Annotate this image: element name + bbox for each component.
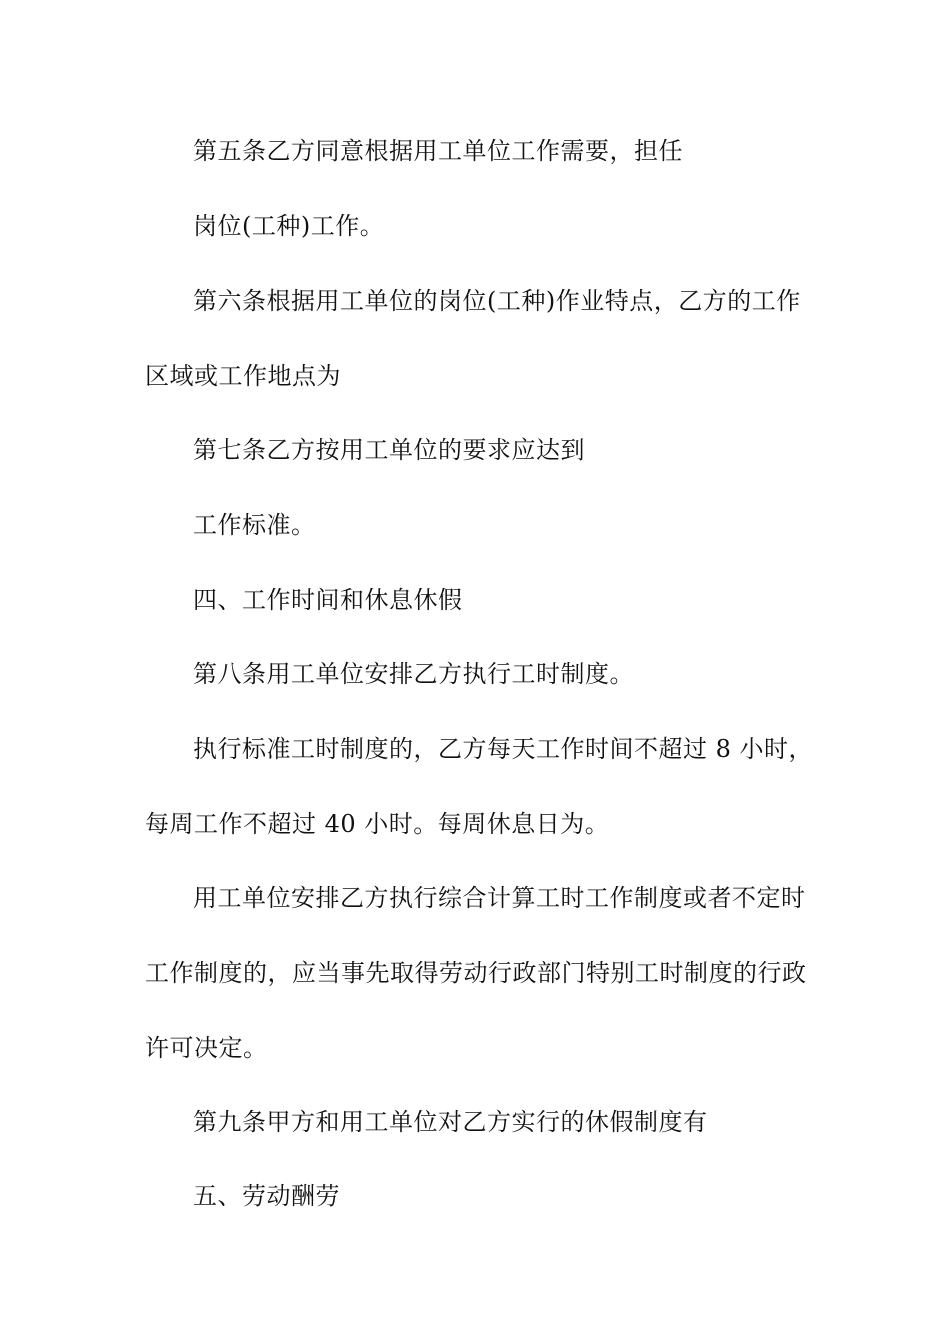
paragraph-line: 区域或工作地点为 [145,362,341,390]
paragraph-line: 岗位(工种)工作。 [193,212,385,240]
section-heading: 四、工作时间和休息休假 [193,586,463,614]
section-heading: 五、劳动酬劳 [193,1182,340,1210]
paragraph-line: 用工单位安排乙方执行综合计算工时工作制度或者不定时 [193,884,806,912]
paragraph-line: 工作制度的，应当事先取得劳动行政部门特别工时制度的行政 [145,959,807,987]
paragraph-line: 工作标准。 [193,511,316,539]
paragraph-line: 第六条根据用工单位的岗位(工种)作业特点，乙方的工作 [193,287,801,315]
paragraph-line: 执行标准工时制度的，乙方每天工作时间不超过 8 小时， [193,735,814,763]
paragraph-line: 第七条乙方按用工单位的要求应达到 [193,436,585,464]
paragraph-line: 第九条甲方和用工单位对乙方实行的休假制度有 [193,1108,708,1136]
paragraph-line: 每周工作不超过 40 小时。每周休息日为。 [145,810,610,838]
paragraph-line: 许可决定。 [145,1034,268,1062]
paragraph-line: 第八条用工单位安排乙方执行工时制度。 [193,660,634,688]
paragraph-line: 第五条乙方同意根据用工单位工作需要，担任 [193,137,683,165]
